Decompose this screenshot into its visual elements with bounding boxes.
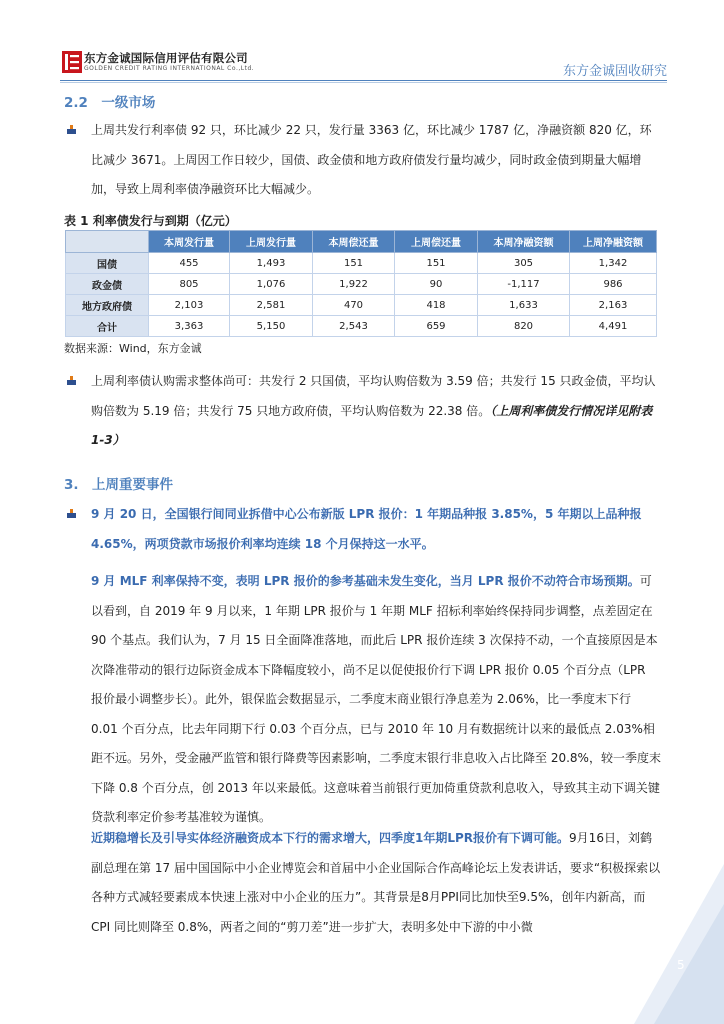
table-cell: 2,543 <box>313 316 395 337</box>
event-lpr-quote: 9 月 20 日，全国银行间同业拆借中心公布新版 LPR 报价：1 年期品种报 3.85%，5 年期以上品种报 4.65%，两项贷款市场报价利率均连续 18 个月保持这一水平。 <box>91 507 642 551</box>
rate-bond-issuance-table <box>65 230 657 337</box>
subscription-demand-text: 上周利率债认购需求整体尚可：共发行 2 只国债，平均认购倍数为 3.59 倍；共发行 15 只政金债，平均认购倍数为 5.19 倍；共发行 75 只地方政府债，平均认购倍数为 22.38 倍。 <box>91 374 656 418</box>
company-logo-icon <box>62 51 82 73</box>
lpr-analysis-lead: 9 月 MLF 利率保持不变，表明 LPR 报价的参考基础未发生变化，当月 LPR 报价不动符合市场预期。 <box>91 574 640 588</box>
header-divider-light <box>60 82 667 83</box>
table-cell: 455 <box>149 253 230 274</box>
primary-market-summary: 上周共发行利率债 92 只，环比减少 22 只，发行量 3363 亿，环比减少 1787 亿，净融资额 820 亿，环比减少 3671。上周因工作日较少，国债、政金债和地方政府债发行量均减少，同时政金债到期量大幅增加，导致上周利率债净融资环比大幅减少。 <box>91 123 652 196</box>
table-header-row <box>66 231 657 253</box>
table-cell: 1,633 <box>478 295 570 316</box>
table-cell: 2,581 <box>230 295 313 316</box>
table-header-cell: 上周净融资额 <box>570 231 657 253</box>
table-cell: 659 <box>395 316 478 337</box>
lpr-outlook-lead: 近期稳增长及引导实体经济融资成本下行的需求增大，四季度1年期LPR报价有下调可能。 <box>91 831 570 845</box>
lpr-analysis-paragraph <box>91 567 661 833</box>
table-cell: 151 <box>395 253 478 274</box>
page-number: 5 <box>677 958 685 972</box>
data-source-note: 数据来源：Wind，东方金诚 <box>64 342 202 355</box>
table-cell: 1,493 <box>230 253 313 274</box>
table-cell: 986 <box>570 274 657 295</box>
table-caption: 表 1 利率债发行与到期（亿元） <box>64 214 237 228</box>
table-cell: 820 <box>478 316 570 337</box>
table-cell: 1,922 <box>313 274 395 295</box>
table-cell: 2,103 <box>149 295 230 316</box>
table-row-label: 政金债 <box>66 274 149 295</box>
table-row-label: 合计 <box>66 316 149 337</box>
header-divider <box>60 80 667 81</box>
table-row <box>66 253 657 274</box>
bullet-icon <box>67 125 76 134</box>
table-row <box>66 316 657 337</box>
table-header-cell: 上周偿还量 <box>395 231 478 253</box>
table-cell: 1,342 <box>570 253 657 274</box>
table-row <box>66 274 657 295</box>
page-corner-decoration <box>634 864 724 1024</box>
table-row <box>66 295 657 316</box>
table-cell: 3,363 <box>149 316 230 337</box>
table-cell: 418 <box>395 295 478 316</box>
company-name-cn: 东方金诚国际信用评估有限公司 <box>84 51 248 65</box>
table-header-cell: 上周发行量 <box>230 231 313 253</box>
table-cell: 305 <box>478 253 570 274</box>
lpr-analysis-body: 可以看到，自 2019 年 9 月以来，1 年期 LPR 报价与 1 年期 MLF 招标利率始终保持同步调整，点差固定在 90 个基点。我们认为，7 月 15 日全面降准落地，而此后 LPR 报价连续 3 次保持不动，一个直接原因是本次降准带动的银行边际资金成本下降幅度较小，尚不足以促使报价行下调 LPR 报价 0.05 个百分点（LPR 报价最小调整步长）。此外，银保监会数据显示，二季度末商业银行净息差为 2.06%，比一季度末下行 0.01 个百分点，比去年同期下行 0.03 个百分点，已与 2010 年 10 月有数据统计以来的最低点 2.03%相距不远。另外，受金融严监管和银行降费等因素影响，二季度末银行非息收入占比降至 20.8%，较一季度末下降 0.8 个百分点，创 2013 年以来最低。这意味着当前银行更加倚重贷款利息收入，导致其主动下调关键贷款利率定价参考基准较为谨慎。 <box>91 574 661 824</box>
table-cell: -1,117 <box>478 274 570 295</box>
table-header-cell: 本周偿还量 <box>313 231 395 253</box>
appendix-reference-note: （上周利率债发行情况详见附表 1-3） <box>91 403 653 447</box>
bullet-icon <box>67 376 76 385</box>
bullet-icon <box>67 509 76 518</box>
section-heading-primary-market: 2.2 一级市场 <box>64 95 156 111</box>
table-cell: 4,491 <box>570 316 657 337</box>
header-report-title: 东方金诚固收研究 <box>562 64 667 79</box>
table-header-cell: 本周净融资额 <box>478 231 570 253</box>
table-row-label: 地方政府债 <box>66 295 149 316</box>
subscription-demand-paragraph <box>91 367 661 456</box>
company-name-en: GOLDEN CREDIT RATING INTERNATIONAL Co.,Ltd. <box>84 65 255 72</box>
table-cell: 1,076 <box>230 274 313 295</box>
section-heading-key-events: 3. 上周重要事件 <box>64 477 174 493</box>
table-cell: 805 <box>149 274 230 295</box>
table-header-cell <box>66 231 149 253</box>
table-cell: 470 <box>313 295 395 316</box>
table-cell: 90 <box>395 274 478 295</box>
table-cell: 5,150 <box>230 316 313 337</box>
table-cell: 151 <box>313 253 395 274</box>
table-cell: 2,163 <box>570 295 657 316</box>
lpr-outlook-paragraph <box>91 824 661 942</box>
table-header-cell: 本周发行量 <box>149 231 230 253</box>
lpr-outlook-body: 9月16日，刘鹤副总理在第 17 届中国国际中小企业博览会和首届中小企业国际合作高峰论坛上发表讲话，要求“积极探索以各种方式减轻要素成本快速上涨对中小企业的压力”。其背景是8月PPI同比加快至9.5%，创年内新高，而 CPI 同比则降至 0.8%，两者之间的“剪刀差”进一步扩大，表明多处中下游的中小微 <box>91 831 661 934</box>
table-row-label: 国债 <box>66 253 149 274</box>
